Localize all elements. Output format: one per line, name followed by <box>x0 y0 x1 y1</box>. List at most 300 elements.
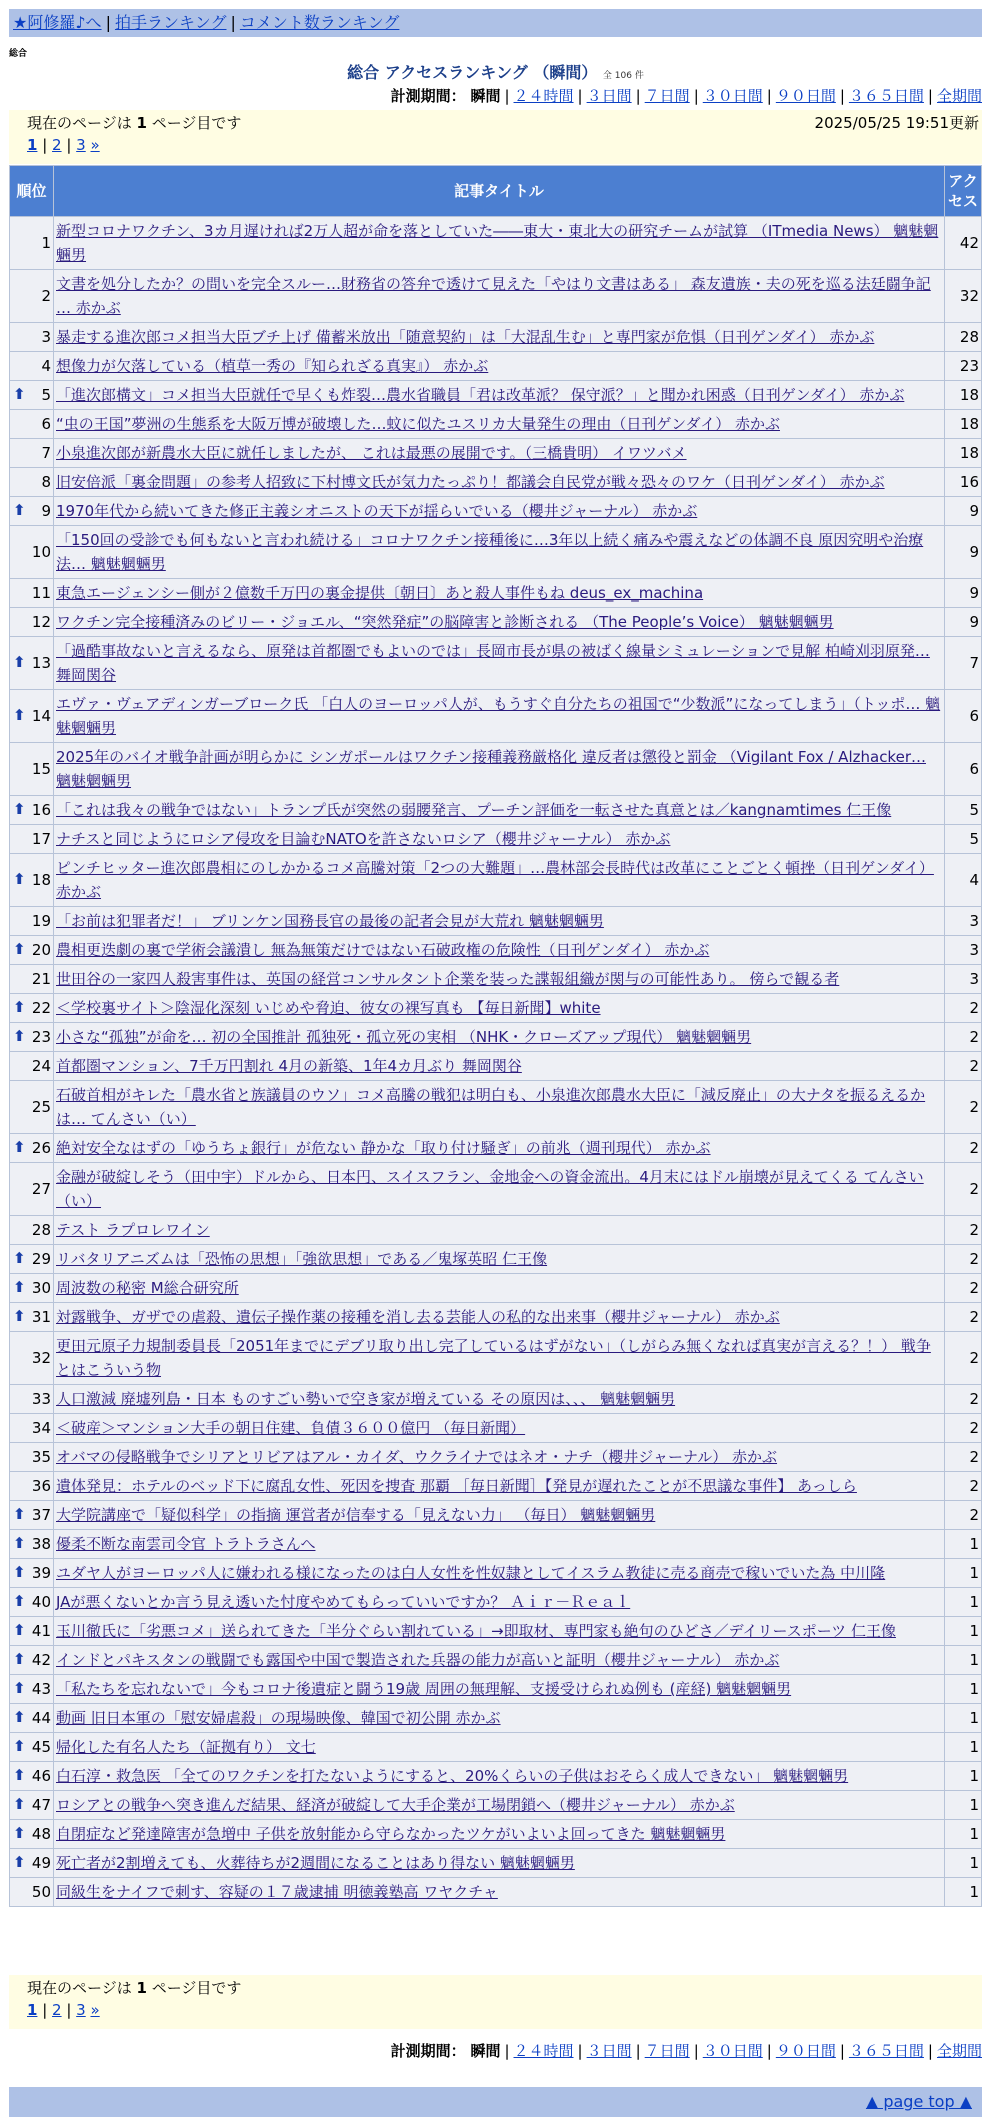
title-cell <box>54 936 945 965</box>
table-row <box>10 468 982 497</box>
access-count: 5 <box>945 825 982 854</box>
access-count: 1 <box>945 1646 982 1675</box>
article-title-link[interactable]: JAが悪くないとか言う見え透いた忖度やめてもらっていいですか？ Ａｉｒ－Ｒｅａｌ <box>56 1593 631 1611</box>
period-7d[interactable]: ７日間 <box>644 87 690 105</box>
table-row <box>10 352 982 381</box>
table-row <box>10 1849 982 1878</box>
title-cell <box>54 1820 945 1849</box>
title-cell <box>54 1675 945 1704</box>
access-count: 2 <box>945 1274 982 1303</box>
rank-cell <box>10 1443 54 1472</box>
rank-up-arrow-icon: ⬆ <box>13 1708 26 1726</box>
article-title-link[interactable]: 東急エージェンシー側が２億数千万円の裏金提供〔朝日〕あと殺人事件もね deus_ex_machina <box>56 584 704 602</box>
title-cell <box>54 907 945 936</box>
table-row <box>10 1675 982 1704</box>
table-row <box>10 1791 982 1820</box>
page-next-link[interactable]: » <box>90 2001 100 2019</box>
rank-number: 10 <box>31 543 51 561</box>
title-cell <box>54 608 945 637</box>
rank-number: 7 <box>41 444 51 462</box>
rank-up-arrow-icon: ⬆ <box>13 385 26 403</box>
article-title-link[interactable]: 金融が破綻しそう（田中宇）ドルから、日本円、スイスフラン、金地金への資金流出。4月末にはドル崩壊が見えてくる てんさい（い） <box>56 1168 924 1210</box>
article-title-link[interactable]: 人口激減 廃墟列島・日本 ものすごい勢いで空き家が増えている その原因は、、、 魑魅魍魎男 <box>56 1390 676 1408</box>
article-title-link[interactable]: ユダヤ人がヨーロッパ人に嫌われる様になったのは白人女性を性奴隷としてイスラム教徒に売る商売で稼いでいた為 中川隆 <box>56 1564 886 1582</box>
period-24h[interactable]: ２４時間 <box>513 2042 574 2060</box>
rank-number: 43 <box>31 1680 51 1698</box>
access-count: 6 <box>945 690 982 743</box>
title-cell <box>54 1274 945 1303</box>
rank-number: 42 <box>31 1651 51 1669</box>
rank-cell <box>10 1052 54 1081</box>
article-title-link[interactable]: 「これは我々の戦争ではない」トランプ氏が突然の弱腰発言、プーチン評価を一転させた真意とは／kangnamtimes 仁王像 <box>56 801 892 819</box>
article-title-link[interactable]: ロシアとの戦争へ突き進んだ結果、経済が破綻して大手企業が工場閉鎖へ（櫻井ジャーナル） 赤かぶ <box>56 1796 735 1814</box>
rank-number: 28 <box>31 1221 51 1239</box>
period-30d[interactable]: ３０日間 <box>702 87 763 105</box>
period-selector-top: 計測期間： 瞬間 | ２４時間 | ３日間 | ７日間 | ３０日間 | ９０日間 | ３６５日間 | 全期間 <box>390 87 982 105</box>
table-row <box>10 965 982 994</box>
table-row <box>10 936 982 965</box>
title-cell <box>54 1704 945 1733</box>
access-count: 2 <box>945 1414 982 1443</box>
rank-number: 44 <box>31 1709 51 1727</box>
article-title-link[interactable]: 石破首相がキレた「農水省と族議員のウソ」コメ高騰の戦犯は明白も、小泉進次郎農水大臣に「減反廃止」の大ナタを振るえるかは… てんさい（い） <box>56 1086 926 1128</box>
title-cell <box>54 1588 945 1617</box>
rank-number: 3 <box>41 328 51 346</box>
rank-cell <box>10 1704 54 1733</box>
period-365d[interactable]: ３６５日間 <box>848 2042 924 2060</box>
rank-cell <box>10 1303 54 1332</box>
page-links: 1 | 2 | 3 » <box>27 136 100 154</box>
access-count: 1 <box>945 1588 982 1617</box>
nav-link-applause-ranking[interactable]: 拍手ランキング <box>114 13 227 32</box>
title-cell <box>54 410 945 439</box>
rank-up-arrow-icon: ⬆ <box>13 1138 26 1156</box>
rank-number: 23 <box>31 1028 51 1046</box>
rank-cell <box>10 608 54 637</box>
rank-number: 33 <box>31 1390 51 1408</box>
article-title-link[interactable]: インドとパキスタンの戦闘でも露国や中国で製造された兵器の能力が高いと証明（櫻井ジャーナル） 赤かぶ <box>56 1651 780 1669</box>
table-row <box>10 1023 982 1052</box>
period-7d[interactable]: ７日間 <box>644 2042 690 2060</box>
rank-number: 31 <box>31 1308 51 1326</box>
rank-up-arrow-icon: ⬆ <box>13 1766 26 1784</box>
article-title-link[interactable]: 暴走する進次郎コメ担当大臣ブチ上げ 備蓄米放出「随意契約」は「大混乱生む」と専門家が危惧（日刊ゲンダイ） 赤かぶ <box>56 328 875 346</box>
rank-cell <box>10 1216 54 1245</box>
rank-up-arrow-icon: ⬆ <box>13 800 26 818</box>
rank-number: 45 <box>31 1738 51 1756</box>
rank-number: 22 <box>31 999 51 1017</box>
article-title-link[interactable]: 「過酷事故ないと言えるなら、原発は首都圏でもよいのでは」長岡市長が県の被ばく線量シミュレーションで見解 柏崎刈羽原発… 舞岡関谷 <box>56 642 930 684</box>
rank-number: 19 <box>31 912 51 930</box>
page-next-link[interactable]: » <box>90 136 100 154</box>
rank-up-arrow-icon: ⬆ <box>13 1534 26 1552</box>
article-title-link[interactable]: 世田谷の一家四人殺害事件は、英国の経営コンサルタント企業を装った諜報組織が関与の可能性あり。 傍らで観る者 <box>56 970 840 988</box>
table-row <box>10 1163 982 1216</box>
table-row <box>10 1617 982 1646</box>
article-title-link[interactable]: 「進次郎構文」コメ担当大臣就任で早くも炸裂…農水省職員「君は改革派？ 保守派？」と聞かれ困惑（日刊ゲンダイ） 赤かぶ <box>56 386 905 404</box>
period-label: 計測期間： <box>390 87 466 105</box>
article-title-link[interactable]: 優柔不断な南雲司令官 トラトラさんへ <box>56 1535 316 1553</box>
page-top-link[interactable]: ▲ page top ▲ <box>865 2092 972 2111</box>
period-3d[interactable]: ３日間 <box>586 2042 632 2060</box>
article-title-link[interactable]: “虫の王国”夢洲の生態系を大阪万博が破壊した…蚊に似たユスリカ大量発生の理由（日刊ゲンダイ） 赤かぶ <box>56 415 780 433</box>
access-count: 7 <box>945 637 982 690</box>
period-3d[interactable]: ３日間 <box>586 87 632 105</box>
title-cell <box>54 1081 945 1134</box>
table-row <box>10 1646 982 1675</box>
access-count: 1 <box>945 1878 982 1907</box>
article-title-link[interactable]: 文書を処分したか？の問いを完全スルー…財務省の答弁で透けて見えた「やはり文書はある」 森友遺族・夫の死を巡る法廷闘争記 … 赤かぶ <box>56 275 931 317</box>
table-row <box>10 381 982 410</box>
title-cell <box>54 1646 945 1675</box>
rank-cell <box>10 854 54 907</box>
rank-cell <box>10 1646 54 1675</box>
title-cell <box>54 1385 945 1414</box>
period-30d[interactable]: ３０日間 <box>702 2042 763 2060</box>
article-title-link[interactable]: ＜学校裏サイト＞陰湿化深刻 いじめや脅迫、彼女の裸写真も 【毎日新聞】white <box>56 999 601 1017</box>
rank-cell <box>10 1791 54 1820</box>
article-title-link[interactable]: 遺体発見：ホテルのベッド下に腐乱女性、死因を捜査 那覇 ［毎日新聞］【発見が遅れたことが不思議な事件】 あっしら <box>56 1477 857 1495</box>
table-row <box>10 608 982 637</box>
page-link-2[interactable]: 2 <box>52 136 62 154</box>
table-row <box>10 1245 982 1274</box>
period-365d[interactable]: ３６５日間 <box>848 87 924 105</box>
rank-number: 27 <box>31 1180 51 1198</box>
pagination-bottom <box>9 1975 982 2029</box>
rank-cell <box>10 1081 54 1134</box>
table-row <box>10 1878 982 1907</box>
rank-number: 5 <box>41 386 51 404</box>
rank-number: 35 <box>31 1448 51 1466</box>
rank-up-arrow-icon: ⬆ <box>13 653 26 671</box>
page-link-1[interactable]: 1 <box>27 2001 38 2019</box>
rank-cell <box>10 936 54 965</box>
title-cell <box>54 1443 945 1472</box>
category-label: 総合 <box>9 49 28 59</box>
rank-cell <box>10 1245 54 1274</box>
table-row <box>10 270 982 323</box>
table-row <box>10 1530 982 1559</box>
access-count: 1 <box>945 1530 982 1559</box>
table-row <box>10 497 982 526</box>
article-title-link[interactable]: 「150回の受診でも何もないと言われ続ける」コロナワクチン接種後に…3年以上続く痛みや震えなどの体調不良 原因究明や治療法… 魑魅魍魎男 <box>56 531 924 573</box>
period-selector-bottom: 計測期間： 瞬間 | ２４時間 | ３日間 | ７日間 | ３０日間 | ９０日間 | ３６５日間 | 全期間 <box>390 2042 982 2060</box>
title-cell <box>54 1303 945 1332</box>
rank-cell <box>10 965 54 994</box>
title-cell <box>54 1052 945 1081</box>
rank-cell <box>10 468 54 497</box>
article-title-link[interactable]: 新型コロナワクチン、3カ月遅ければ2万人超が命を落としていた――東大・東北大の研究チームが試算 （ITmedia News） 魑魅魍魎男 <box>56 222 939 264</box>
table-row <box>10 637 982 690</box>
article-title-link[interactable]: ワクチン完全接種済みのビリー・ジョエル、“突然発症”の脳障害と診断される （The People’s Voice） 魑魅魍魎男 <box>56 613 834 631</box>
title-cell <box>54 965 945 994</box>
rank-number: 24 <box>31 1057 51 1075</box>
access-count: 1 <box>945 1559 982 1588</box>
rank-cell <box>10 526 54 579</box>
title-cell <box>54 1332 945 1385</box>
period-24h[interactable]: ２４時間 <box>513 87 574 105</box>
article-title-link[interactable]: 旧安倍派「裏金問題」の参考人招致に下村博文氏が気力たっぷり！都議会自民党が戦々恐々のワケ（日刊ゲンダイ） 赤かぶ <box>56 473 885 491</box>
title-cell <box>54 825 945 854</box>
title-cell <box>54 796 945 825</box>
article-title-link[interactable]: 更田元原子力規制委員長「2051年までにデブリ取り出し完了しているはずがない」（しがらみ無くなれば真実が言える？！） 戦争とはこういう物 <box>56 1337 931 1379</box>
rank-cell <box>10 994 54 1023</box>
title-cell <box>54 1617 945 1646</box>
article-title-link[interactable]: ナチスと同じようにロシア侵攻を目論むNATOを許さないロシア（櫻井ジャーナル） 赤かぶ <box>56 830 671 848</box>
access-count: 18 <box>945 439 982 468</box>
article-title-link[interactable]: 白石淳・救急医 「全てのワクチンを打たないようにすると、20%くらいの子供はおそらく成人できない」 魑魅魍魎男 <box>56 1767 849 1785</box>
table-row <box>10 1472 982 1501</box>
rank-up-arrow-icon: ⬆ <box>13 1027 26 1045</box>
table-row <box>10 1443 982 1472</box>
rank-cell <box>10 439 54 468</box>
access-count: 1 <box>945 1849 982 1878</box>
table-row <box>10 825 982 854</box>
title-cell <box>54 468 945 497</box>
access-count: 1 <box>945 1820 982 1849</box>
rank-cell <box>10 907 54 936</box>
page-link-2[interactable]: 2 <box>52 2001 62 2019</box>
rank-number: 37 <box>31 1506 51 1524</box>
footer-bar <box>9 2087 982 2117</box>
access-count: 2 <box>945 1216 982 1245</box>
article-title-link[interactable]: テスト ラプロレワイン <box>56 1221 210 1239</box>
page-status: 現在のページは 1 ページ目です <box>27 1979 242 1997</box>
access-count: 2 <box>945 1163 982 1216</box>
rank-number: 2 <box>41 287 51 305</box>
article-title-link[interactable]: 帰化した有名人たち（証拠有り） 文七 <box>56 1738 316 1756</box>
total-count: 全 106 件 <box>602 71 644 81</box>
rank-cell <box>10 743 54 796</box>
rank-cell <box>10 1762 54 1791</box>
access-count: 3 <box>945 936 982 965</box>
rank-number: 16 <box>31 801 51 819</box>
title-cell <box>54 439 945 468</box>
rank-number: 11 <box>31 584 51 602</box>
table-row <box>10 1501 982 1530</box>
nav-separator: | <box>230 13 236 32</box>
article-title-link[interactable]: 玉川徹氏に「劣悪コメ」送られてきた「半分ぐらい割れている」→即取材、専門家も絶句のひどさ／デイリースポーツ 仁王像 <box>56 1622 896 1640</box>
access-count: 16 <box>945 468 982 497</box>
rank-cell <box>10 1274 54 1303</box>
period-current: 瞬間 <box>470 87 501 105</box>
table-row <box>10 1704 982 1733</box>
access-count: 2 <box>945 1501 982 1530</box>
rank-number: 32 <box>31 1349 51 1367</box>
rank-cell <box>10 497 54 526</box>
article-title-link[interactable]: 死亡者が2割増えても、火葬待ちが2週間になることはあり得ない 魑魅魍魎男 <box>56 1854 575 1872</box>
top-navigation <box>9 9 982 37</box>
article-title-link[interactable]: 絶対安全なはずの「ゆうちょ銀行」が危ない 静かな「取り付け騒ぎ」の前兆（週刊現代） 赤かぶ <box>56 1139 711 1157</box>
nav-link-comment-ranking[interactable]: コメント数ランキング <box>239 13 400 32</box>
page-link-1[interactable]: 1 <box>27 136 38 154</box>
access-count: 1 <box>945 1704 982 1733</box>
rank-cell <box>10 352 54 381</box>
period-all[interactable]: 全期間 <box>936 87 982 105</box>
title-cell <box>54 1530 945 1559</box>
rank-cell <box>10 1332 54 1385</box>
rank-number: 21 <box>31 970 51 988</box>
rank-up-arrow-icon: ⬆ <box>13 1249 26 1267</box>
access-count: 2 <box>945 1134 982 1163</box>
rank-number: 38 <box>31 1535 51 1553</box>
access-count: 32 <box>945 270 982 323</box>
title-cell <box>54 854 945 907</box>
period-90d[interactable]: ９０日間 <box>775 87 836 105</box>
access-count: 9 <box>945 608 982 637</box>
ranking-table-body <box>10 217 982 1907</box>
header-access: アクセス <box>945 166 982 217</box>
rank-number: 30 <box>31 1279 51 1297</box>
rank-cell <box>10 1617 54 1646</box>
table-row <box>10 217 982 270</box>
article-title-link[interactable]: 大学院講座で「疑似科学」の指摘 運営者が信奉する「見えない力」 （毎日） 魑魅魍魎男 <box>56 1506 656 1524</box>
rank-up-arrow-icon: ⬆ <box>13 1824 26 1842</box>
access-count: 18 <box>945 381 982 410</box>
article-title-link[interactable]: リバタリアニズムは「恐怖の思想」「強欲思想」である／鬼塚英昭 仁王像 <box>56 1250 548 1268</box>
access-count: 1 <box>945 1791 982 1820</box>
page-link-3[interactable]: 3 <box>76 2001 86 2019</box>
rank-up-arrow-icon: ⬆ <box>13 1737 26 1755</box>
access-count: 3 <box>945 965 982 994</box>
title-cell <box>54 1216 945 1245</box>
title-cell <box>54 743 945 796</box>
access-count: 2 <box>945 1443 982 1472</box>
rank-number: 25 <box>31 1098 51 1116</box>
access-count: 2 <box>945 1303 982 1332</box>
rank-cell <box>10 1163 54 1216</box>
rank-number: 26 <box>31 1139 51 1157</box>
title-cell <box>54 1163 945 1216</box>
rank-number: 39 <box>31 1564 51 1582</box>
rank-number: 49 <box>31 1854 51 1872</box>
article-title-link[interactable]: 「お前は犯罪者だ！」 ブリンケン国務長官の最後の記者会見が大荒れ 魑魅魍魎男 <box>56 912 604 930</box>
title-cell <box>54 637 945 690</box>
article-title-link[interactable]: 小泉進次郎が新農水大臣に就任しましたが、 これは最悪の展開です。（三橋貴明） イワツバメ <box>56 444 687 462</box>
article-title-link[interactable]: 農相更迭劇の裏で学術会議潰し 無為無策だけではない石破政権の危険性（日刊ゲンダイ） 赤かぶ <box>56 941 710 959</box>
rank-up-arrow-icon: ⬆ <box>13 1278 26 1296</box>
rank-cell <box>10 1849 54 1878</box>
rank-cell <box>10 825 54 854</box>
title-cell <box>54 1559 945 1588</box>
access-count: 28 <box>945 323 982 352</box>
rank-number: 13 <box>31 654 51 672</box>
table-row <box>10 1588 982 1617</box>
period-all[interactable]: 全期間 <box>936 2042 982 2060</box>
article-title-link[interactable]: ＜破産＞マンション大手の朝日住建、負債３６００億円 （毎日新聞） <box>56 1419 526 1437</box>
title-cell <box>54 270 945 323</box>
rank-up-arrow-icon: ⬆ <box>13 1853 26 1871</box>
table-row <box>10 1303 982 1332</box>
access-count: 2 <box>945 1023 982 1052</box>
page-status: 現在のページは 1 ページ目です <box>27 114 242 132</box>
article-title-link[interactable]: オバマの侵略戦争でシリアとリビアはアル・カイダ、ウクライナではネオ・ナチ（櫻井ジャーナル） 赤かぶ <box>56 1448 778 1466</box>
rank-cell <box>10 1385 54 1414</box>
access-count: 2 <box>945 1332 982 1385</box>
title-cell <box>54 1849 945 1878</box>
table-header-row <box>10 166 982 217</box>
page-links: 1 | 2 | 3 » <box>27 2001 100 2019</box>
rank-number: 40 <box>31 1593 51 1611</box>
title-cell <box>54 1023 945 1052</box>
rank-cell <box>10 323 54 352</box>
article-title-link[interactable]: 小さな“孤独”が命を… 初の全国推計 孤独死・孤立死の実相 （NHK・クローズアップ現代） 魑魅魍魎男 <box>56 1028 752 1046</box>
title-cell <box>54 1791 945 1820</box>
rank-cell <box>10 381 54 410</box>
access-count: 1 <box>945 1733 982 1762</box>
article-title-link[interactable]: 同級生をナイフで刺す、容疑の１７歳逮捕 明徳義塾高 ワヤクチャ <box>56 1883 498 1901</box>
article-title-link[interactable]: 「私たちを忘れないで」今もコロナ後遺症と闘う19歳 周囲の無理解、支援受けられぬ例も (産経) 魑魅魍魎男 <box>56 1680 792 1698</box>
article-title-link[interactable]: エヴァ・ヴェアディンガーブローク氏 「白人のヨーロッパ人が、もうすぐ自分たちの祖国で“少数派”になってしまう」（トッポ… 魑魅魍魎男 <box>56 695 941 737</box>
rank-up-arrow-icon: ⬆ <box>13 940 26 958</box>
rank-cell <box>10 410 54 439</box>
rank-number: 20 <box>31 941 51 959</box>
nav-link-asyura[interactable]: ★阿修羅♪へ <box>13 13 102 32</box>
title-cell <box>54 381 945 410</box>
access-count: 1 <box>945 1617 982 1646</box>
rank-cell <box>10 1820 54 1849</box>
rank-up-arrow-icon: ⬆ <box>13 1592 26 1610</box>
table-row <box>10 690 982 743</box>
access-count: 9 <box>945 579 982 608</box>
access-count: 9 <box>945 497 982 526</box>
rank-number: 6 <box>41 415 51 433</box>
rank-cell <box>10 1134 54 1163</box>
access-count: 2 <box>945 1245 982 1274</box>
page-title-text: 総合 アクセスランキング （瞬間） <box>347 63 598 82</box>
table-row <box>10 1559 982 1588</box>
article-title-link[interactable]: 1970年代から続いてきた修正主義シオニストの天下が揺らいでいる（櫻井ジャーナル） 赤かぶ <box>56 502 698 520</box>
rank-up-arrow-icon: ⬆ <box>13 870 26 888</box>
page-title <box>0 60 991 83</box>
access-count: 3 <box>945 907 982 936</box>
rank-number: 17 <box>31 830 51 848</box>
title-cell <box>54 994 945 1023</box>
table-row <box>10 1414 982 1443</box>
rank-cell <box>10 1559 54 1588</box>
rank-cell <box>10 217 54 270</box>
rank-number: 41 <box>31 1622 51 1640</box>
rank-number: 48 <box>31 1825 51 1843</box>
period-90d[interactable]: ９０日間 <box>775 2042 836 2060</box>
rank-cell <box>10 637 54 690</box>
article-title-link[interactable]: 動画 旧日本軍の「慰安婦虐殺」の現場映像、韓国で初公開 赤かぶ <box>56 1709 501 1727</box>
rank-number: 14 <box>31 707 51 725</box>
article-title-link[interactable]: 周波数の秘密 M総合研究所 <box>56 1279 239 1297</box>
rank-cell <box>10 1472 54 1501</box>
article-title-link[interactable]: ピンチヒッター進次郎農相にのしかかるコメ高騰対策「2つの大難題」…農林部会長時代は改革にことごとく頓挫（日刊ゲンダイ） 赤かぶ <box>56 859 934 901</box>
title-cell <box>54 1414 945 1443</box>
rank-cell <box>10 1588 54 1617</box>
access-count: 1 <box>945 1762 982 1791</box>
access-count: 5 <box>945 796 982 825</box>
rank-number: 12 <box>31 613 51 631</box>
page-link-3[interactable]: 3 <box>76 136 86 154</box>
rank-up-arrow-icon: ⬆ <box>13 1307 26 1325</box>
article-title-link[interactable]: 想像力が欠落している（植草一秀の『知られざる真実』） 赤かぶ <box>56 357 489 375</box>
article-title-link[interactable]: 対露戦争、ガザでの虐殺、遺伝子操作薬の接種を消し去る芸能人の私的な出来事（櫻井ジャーナル） 赤かぶ <box>56 1308 780 1326</box>
rank-cell <box>10 1530 54 1559</box>
table-row <box>10 1081 982 1134</box>
table-row <box>10 743 982 796</box>
rank-number: 15 <box>31 760 51 778</box>
article-title-link[interactable]: 2025年のバイオ戦争計画が明らかに シンガポールはワクチン接種義務厳格化 違反者は懲役と罰金 （Vigilant Fox / Alzhacker… 魑魅魍魎男 <box>56 748 926 790</box>
access-count: 2 <box>945 1081 982 1134</box>
article-title-link[interactable]: 首都圏マンション、7千万円割れ 4月の新築、1年4カ月ぶり 舞岡関谷 <box>56 1057 522 1075</box>
title-cell <box>54 579 945 608</box>
table-row <box>10 1820 982 1849</box>
article-title-link[interactable]: 自閉症など発達障害が急増中 子供を放射能から守らなかったツケがいよいよ回ってきた 魑魅魍魎男 <box>56 1825 726 1843</box>
